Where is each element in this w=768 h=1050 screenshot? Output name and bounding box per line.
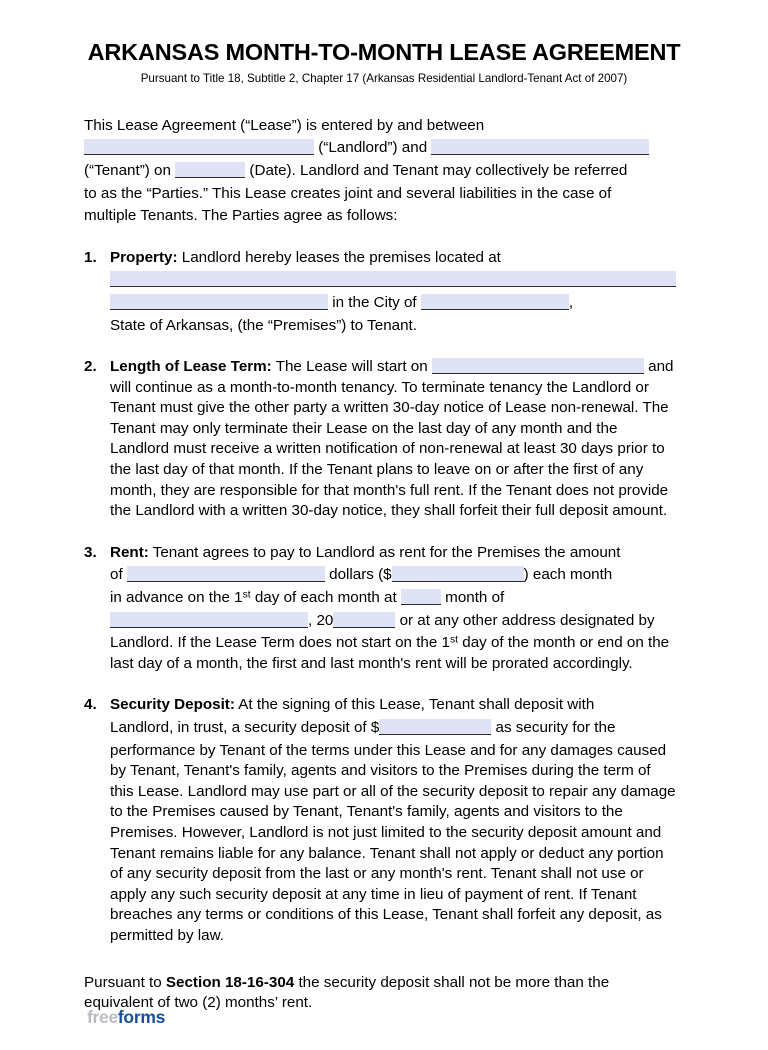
rent-landlord-rest: day of the month or end on the last day of a month, the first and last month's rent will be prorated accordingly. <box>110 634 670 672</box>
clause-heading-property: Property: <box>110 248 178 266</box>
rent-address-row <box>110 611 676 632</box>
clause-number-2: 2. <box>84 358 97 376</box>
closing-suffix: the security deposit shall not be more than the equivalent of two (2) months’ rent. <box>84 973 610 1012</box>
rent-landlord-ordinal: st <box>449 634 459 646</box>
rent-payment-address-field[interactable] <box>110 612 308 628</box>
clause-lease-term <box>84 357 676 522</box>
date-label: (Date). Landlord and Tenant may collectively be referred <box>249 161 628 179</box>
rent-advance-row <box>110 588 676 609</box>
clause-number-1: 1. <box>84 248 97 266</box>
clause-security-deposit-intro: At the signing of this Lease, Tenant shall deposit with <box>238 696 595 714</box>
tenant-name-field[interactable] <box>431 139 649 155</box>
page-title: ARKANSAS MONTH-TO-MONTH LEASE AGREEMENT <box>87 39 681 65</box>
landlord-name-field[interactable] <box>84 139 262 155</box>
clause-security-deposit-body: performance by Tenant of the terms under this Lease and for any damages caused by Tenant, Tenant's family, agents and visitors to the Premises during the term of this Lease. Landlord may use part or all of the security deposit to repair any damage to the Premises caused by Tenant, Tenant's family, agents and visitors to the Premises. However, Landlord is not just limited to the security deposit amount and Tenant remains liable for any balance. Tenant shall not apply or deduct any portion of any security deposit from the last or any month's rent. Tenant shall not use or apply any such security deposit at any time in lieu of payment of rent. If Tenant breaches any terms or conditions of this Lease, Tenant shall forfeit any deposit, as permitted by law. <box>110 741 676 944</box>
landlord-field-row <box>84 138 676 159</box>
logo-text-free: free <box>87 1007 118 1027</box>
intro-line-5: multiple Tenants. The Parties agree as follows: <box>84 207 398 225</box>
intro-line-1: This Lease Agreement (“Lease”) is entered by and between <box>84 116 485 134</box>
clause-property-intro: Landlord hereby leases the premises located at <box>181 248 501 266</box>
property-address-row-1 <box>110 270 676 291</box>
clause-heading-security-deposit: Security Deposit: <box>110 696 235 714</box>
landlord-label: (“Landlord”) and <box>318 139 428 157</box>
lease-start-date-field[interactable] <box>432 358 644 374</box>
rent-amount-numeric-field[interactable] <box>392 566 524 582</box>
clause-number-4: 4. <box>84 696 97 714</box>
clause-property <box>84 248 676 336</box>
property-closing-line: State of Arkansas, (the “Premises”) to Tenant. <box>110 316 417 334</box>
tenant-date-row <box>84 161 676 182</box>
rent-payment-location-field[interactable] <box>401 589 441 605</box>
rent-proration-row <box>110 633 676 674</box>
security-deposit-amount-row <box>110 718 676 739</box>
clause-heading-lease-term: Length of Lease Term: <box>110 358 272 376</box>
document-body <box>0 116 768 1014</box>
property-address-field-line1[interactable] <box>110 271 676 287</box>
security-deposit-amount-field[interactable] <box>379 719 491 735</box>
rent-year-prefix: , 20 <box>308 611 334 629</box>
page-subtitle: Pursuant to Title 18, Subtitle 2, Chapter 17 (Arkansas Residential Landlord-Tenant Act of 2007) <box>140 71 628 85</box>
rent-address-suffix: or at any other address designated by <box>399 611 655 629</box>
rent-advance-prefix: in advance on the 1 <box>110 589 243 607</box>
clause-security-deposit <box>84 695 676 946</box>
city-label: in the City of <box>332 293 417 311</box>
closing-prefix: Pursuant to <box>84 973 166 991</box>
landlord-name-field-extra[interactable] <box>262 139 314 155</box>
rent-advance-ordinal: st <box>242 589 251 601</box>
rent-each-month-label: ) each month <box>523 566 613 584</box>
rent-dollars-label: dollars ($ <box>329 566 392 584</box>
clause-heading-rent: Rent: <box>110 543 149 561</box>
rent-year-field[interactable] <box>333 612 395 628</box>
freeforms-logo[interactable] <box>87 1007 165 1028</box>
rent-advance-mid: day of each month at <box>254 589 397 607</box>
tenant-label: (“Tenant”) on <box>84 161 171 179</box>
closing-section-reference: Section 18-16-304 <box>165 973 295 991</box>
clause-lease-term-intro: The Lease will start on <box>275 358 428 376</box>
property-address-row-2 <box>110 293 676 314</box>
closing-paragraph <box>84 973 676 1014</box>
clause-rent-intro: Tenant agrees to pay to Landlord as rent for the Premises the amount <box>152 543 621 561</box>
intro-paragraph <box>84 116 676 227</box>
security-deposit-prefix: Landlord, in trust, a security deposit of $ <box>110 719 380 736</box>
property-address-field-line2[interactable] <box>110 294 328 310</box>
rent-amount-row <box>110 565 676 586</box>
property-city-field[interactable] <box>421 294 569 310</box>
rent-of-label: of <box>110 566 123 584</box>
logo-text-forms: forms <box>117 1007 166 1027</box>
clause-lease-term-body: and will continue as a month-to-month tenancy. To terminate tenancy the Landlord or Tenant must give the other party a written 30-day notice of Lease non-renewal. The Tenant may only terminate their Lease on the last day of any month and the Landlord must receive a written notification of non-renewal at least 30 days prior to the last day of that month. If the Tenant plans to leave on or after the first of any month, they are responsible for that month's full rent. If the Tenant does not provide the Landlord with a written 30-day notice, they shall forfeit their full deposit amount. <box>110 358 674 520</box>
clause-rent <box>84 543 676 675</box>
rent-landlord-prefix: Landlord. If the Lease Term does not start on the 1 <box>110 634 450 652</box>
rent-amount-words-field[interactable] <box>127 566 325 582</box>
security-deposit-suffix: as security for the <box>495 719 616 736</box>
city-comma: , <box>568 293 574 311</box>
intro-line-4: to as the “Parties.” This Lease creates joint and several liabilities in the case of <box>84 184 612 202</box>
clause-number-3: 3. <box>84 543 97 561</box>
agreement-date-field[interactable] <box>175 162 245 178</box>
rent-month-of-label: month of <box>445 589 505 607</box>
